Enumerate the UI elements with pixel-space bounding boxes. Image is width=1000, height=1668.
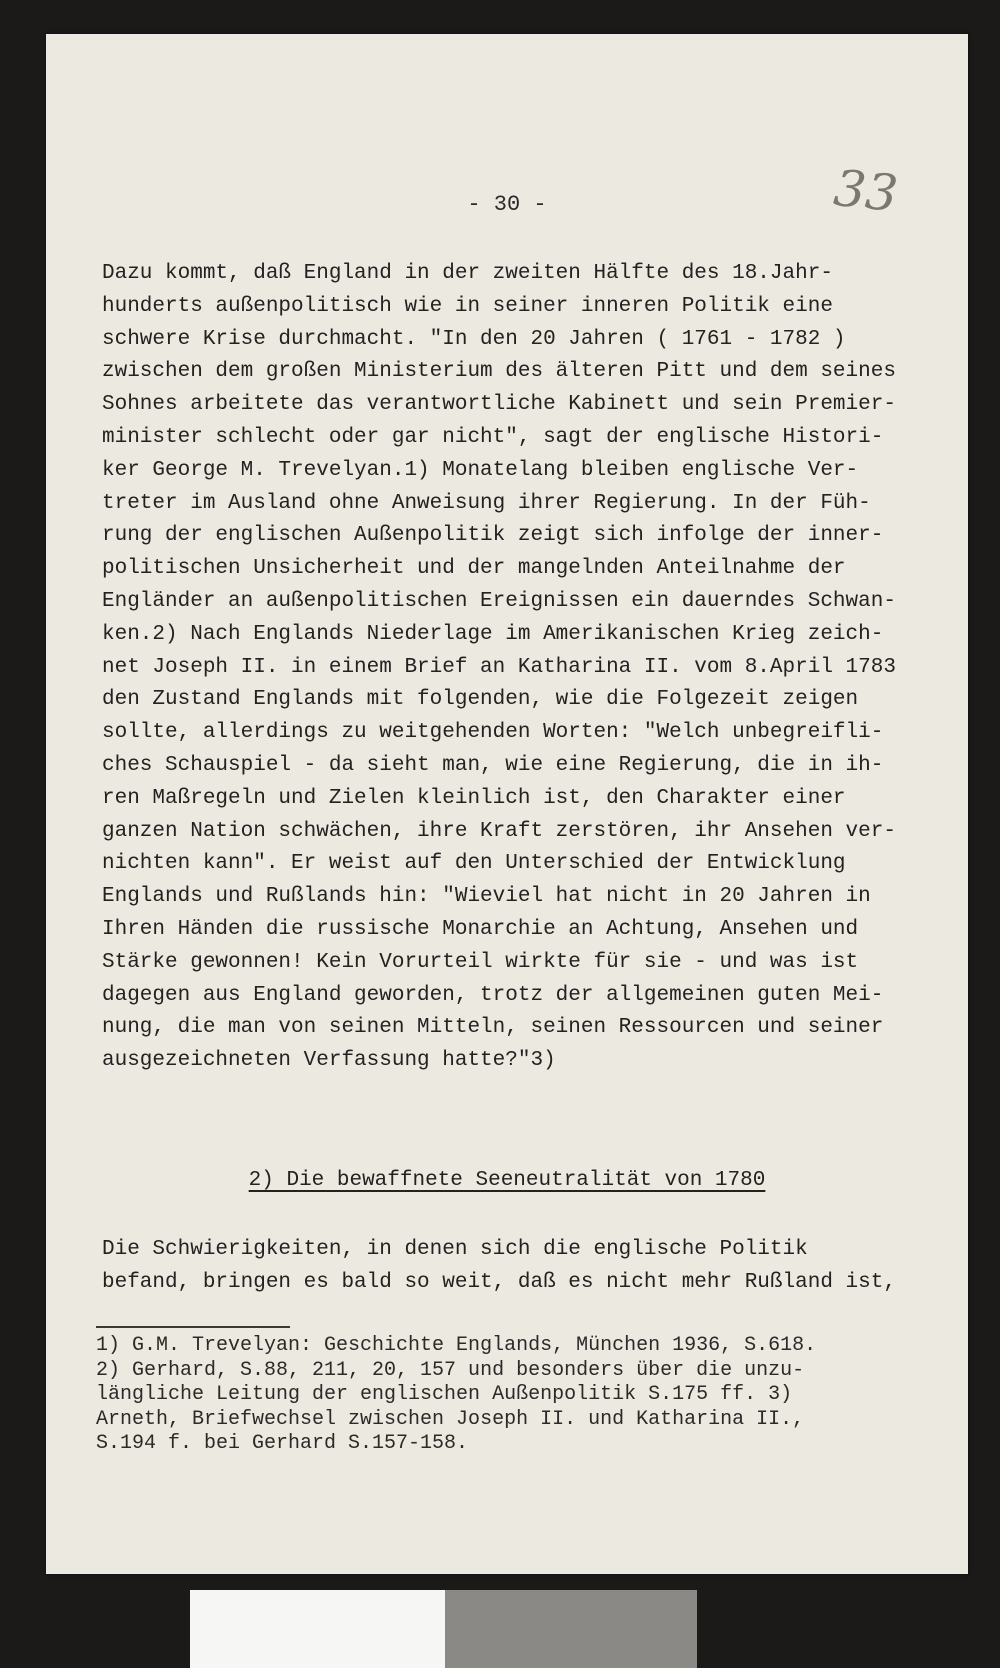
- text-line: Dazu kommt, daß England in der zweiten Hälfte des 18.Jahr-: [102, 262, 833, 285]
- paragraph-2: [102, 1234, 962, 1300]
- footnote-divider: [96, 1326, 290, 1328]
- text-line: Die Schwierigkeiten, in denen sich die englische Politik: [102, 1238, 808, 1261]
- calibration-strip-white: [190, 1590, 445, 1668]
- text-line: zwischen dem großen Ministerium des älteren Pitt und dem seines: [102, 360, 896, 384]
- text-line: ren Maßregeln und Zielen kleinlich ist, den Charakter einer: [102, 786, 846, 810]
- text-line: ken.2) Nach Englands Niederlage im Amerikanischen Krieg zeich-: [102, 622, 884, 646]
- text-line: Sohnes arbeitete das verantwortliche Kabinett und sein Premier-: [102, 393, 896, 417]
- text-line: den Zustand Englands mit folgenden, wie die Folgezeit zeigen: [102, 688, 859, 712]
- footnote-line: Arneth, Briefwechsel zwischen Joseph II. und Katharina II.,: [96, 1407, 805, 1431]
- text-line: sollte, allerdings zu weitgehenden Worten: "Welch unbegreifli-: [102, 721, 884, 745]
- text-line: net Joseph II. in einem Brief an Katharina II. vom 8.April 1783: [102, 655, 896, 679]
- paragraph-1: [102, 258, 962, 1078]
- text-line: Englands und Rußlands hin: "Wieviel hat nicht in 20 Jahren in: [102, 885, 871, 909]
- page-number: - 30 -: [467, 192, 547, 217]
- footnotes: [96, 1334, 956, 1457]
- handwritten-archive-number: 33: [831, 158, 901, 224]
- calibration-strip-grey: [445, 1590, 697, 1668]
- text-line: ausgezeichneten Verfassung hatte?"3): [102, 1049, 556, 1073]
- text-line: Engländer an außenpolitischen Ereignissen ein dauerndes Schwan-: [102, 589, 896, 613]
- text-line: schwere Krise durchmacht. "In den 20 Jahren ( 1761 - 1782 ): [102, 327, 846, 351]
- text-line: rung der englischen Außenpolitik zeigt sich infolge der inner-: [102, 524, 884, 548]
- section-heading: 2) Die bewaffnete Seeneutralität von 1780: [248, 1169, 766, 1192]
- footnote-line: S.194 f. bei Gerhard S.157-158.: [96, 1432, 469, 1455]
- document-page: [46, 34, 968, 1574]
- text-line: minister schlecht oder gar nicht", sagt der englische Histori-: [102, 425, 884, 449]
- text-line: politischen Unsicherheit und der mangelnden Anteilnahme der: [102, 557, 846, 581]
- text-line: treter im Ausland ohne Anweisung ihrer Regierung. In der Füh-: [102, 491, 871, 515]
- footnote-line: längliche Leitung der englischen Außenpolitik S.175 ff. 3): [96, 1383, 793, 1406]
- footnote-line: 1) G.M. Trevelyan: Geschichte Englands, München 1936, S.618.: [96, 1334, 817, 1357]
- text-line: dagegen aus England geworden, trotz der allgemeinen guten Mei-: [102, 983, 884, 1007]
- text-line: ganzen Nation schwächen, ihre Kraft zerstören, ihr Ansehen ver-: [102, 819, 896, 843]
- text-line: ker George M. Trevelyan.1) Monatelang bleiben englische Ver-: [102, 458, 859, 482]
- text-line: Ihren Händen die russische Monarchie an Achtung, Ansehen und: [102, 917, 859, 941]
- text-line: hunderts außenpolitisch wie in seiner inneren Politik eine: [102, 294, 833, 318]
- footnote-line: 2) Gerhard, S.88, 211, 20, 157 und besonders über die unzu-: [96, 1358, 805, 1382]
- text-line: befand, bringen es bald so weit, daß es nicht mehr Rußland ist,: [102, 1270, 896, 1294]
- text-line: Stärke gewonnen! Kein Vorurteil wirkte für sie - und was ist: [102, 950, 859, 974]
- text-line: nichten kann". Er weist auf den Unterschied der Entwicklung: [102, 852, 846, 876]
- text-line: nung, die man von seinen Mitteln, seinen Ressourcen und seiner: [102, 1016, 884, 1040]
- text-line: ches Schauspiel - da sieht man, wie eine Regierung, die in ih-: [102, 753, 884, 777]
